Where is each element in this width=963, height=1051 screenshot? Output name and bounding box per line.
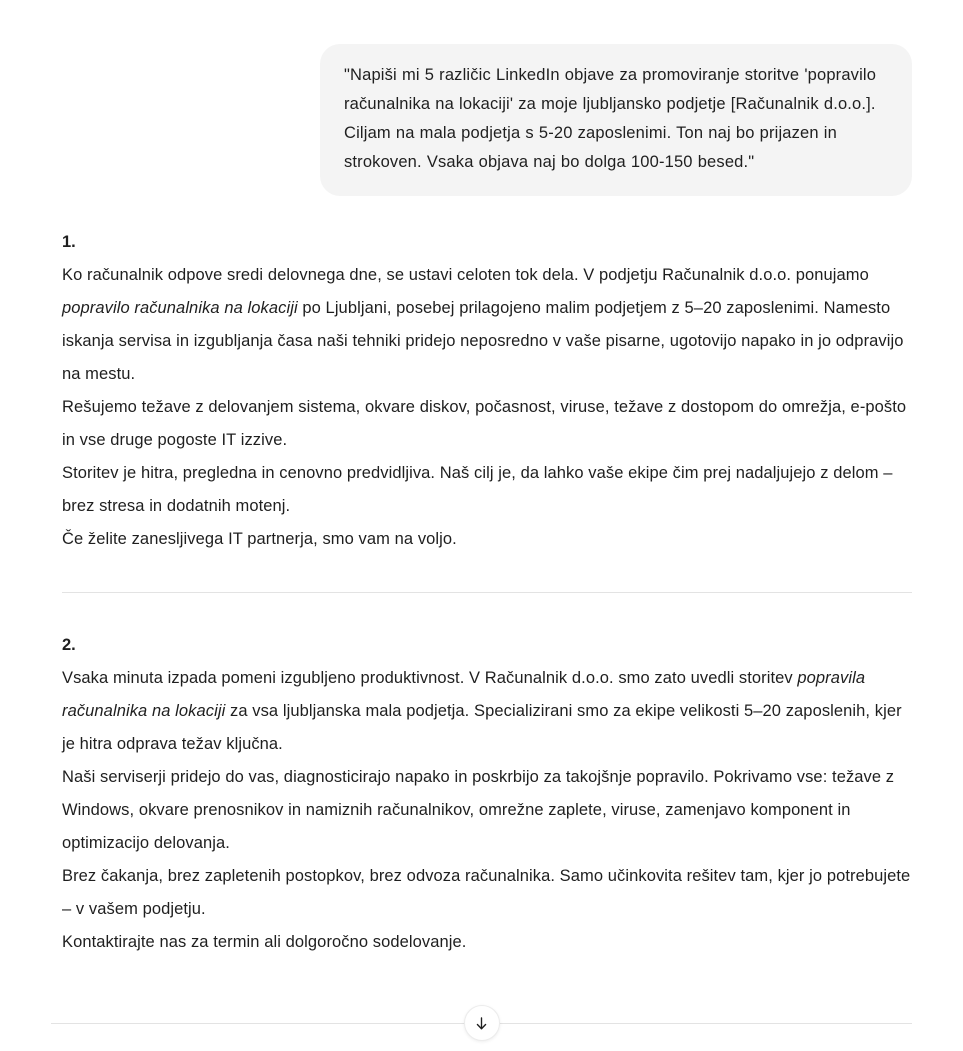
- variant-number: 2.: [62, 636, 76, 654]
- text-run: Storitev je hitra, pregledna in cenovno predvidljiva. Naš cilj je, da lahko vaše ekipe čim prej nadaljujejo z delom – brez stresa in dodatnih motenj.: [62, 464, 893, 515]
- scroll-control-area: [0, 995, 963, 1051]
- text-run: Ko računalnik odpove sredi delovnega dne, se ustavi celoten tok dela. V podjetju Računalnik d.o.o. ponujamo: [62, 266, 869, 284]
- text-run: Rešujemo težave z delovanjem sistema, okvare diskov, počasnost, viruse, težave z dostopom do omrežja, e-pošto in vse druge pogoste IT izzive.: [62, 398, 907, 449]
- variant-paragraph: [62, 391, 912, 457]
- text-run: Kontaktirajte nas za termin ali dolgoročno sodelovanje.: [62, 933, 467, 951]
- variant-number: 1.: [62, 233, 76, 251]
- text-run: Naši serviserji pridejo do vas, diagnosticirajo napako in poskrbijo za takojšnje popravilo. Pokrivamo vse: težave z Windows, okvare prenosnikov in namiznih računalnikov, omrežne zaplete, viruse, zamenjavo komponent in optimizacijo delovanja.: [62, 768, 895, 852]
- variant-paragraph: [62, 523, 912, 556]
- user-message-text: "Napiši mi 5 različic LinkedIn objave za promoviranje storitve 'popravilo računalnika na lokaciji' za moje ljubljansko podjetje [Računalnik d.o.o.]. Ciljam na mala podjetja s 5-20 zaposlenimi. Ton naj bo prijazen in strokoven. Vsaka objava naj bo dolga 100-150 besed.": [344, 66, 877, 171]
- variant-list: [62, 226, 912, 995]
- spacer: [62, 959, 912, 995]
- variant-paragraph: [62, 457, 912, 523]
- answer-variant: [62, 629, 912, 959]
- variant-paragraph: [62, 259, 912, 391]
- text-run: po Ljubljani, posebej prilagojeno malim podjetjem z 5–20 zaposlenimi. Namesto iskanja servisa in izgubljanja časa naši tehniki pridejo neposredno v vaše pisarne, ugotovijo napako in jo odpravijo na mestu.: [62, 299, 904, 383]
- emphasized-text: popravilo računalnika na lokaciji: [62, 299, 298, 317]
- user-message-row: [0, 0, 963, 196]
- user-message-bubble: [320, 44, 912, 196]
- spacer: [62, 593, 912, 629]
- scroll-to-bottom-button[interactable]: [464, 1005, 500, 1041]
- arrow-down-icon: [473, 1015, 490, 1032]
- variant-paragraph: [62, 926, 912, 959]
- text-run: Brez čakanja, brez zapletenih postopkov, brez odvoza računalnika. Samo učinkovita rešitev tam, kjer jo potrebujete – v vašem podjetju.: [62, 867, 911, 918]
- variant-paragraph: [62, 761, 912, 860]
- variant-paragraph: [62, 662, 912, 761]
- spacer: [62, 556, 912, 592]
- text-run: Vsaka minuta izpada pomeni izgubljeno produktivnost. V Računalnik d.o.o. smo zato uvedli storitev: [62, 669, 798, 687]
- spacer-after-prompt: [0, 196, 963, 226]
- text-run: za vsa ljubljanska mala podjetja. Specializirani smo za ekipe velikosti 5–20 zaposlenih, kjer je hitra odprava težav ključna.: [62, 702, 902, 753]
- emphasized-text: popravila računalnika na lokaciji: [62, 669, 866, 720]
- answer-variant: [62, 226, 912, 556]
- variant-paragraph: [62, 860, 912, 926]
- text-run: Če želite zanesljivega IT partnerja, smo vam na voljo.: [62, 530, 457, 548]
- assistant-message: [0, 226, 963, 995]
